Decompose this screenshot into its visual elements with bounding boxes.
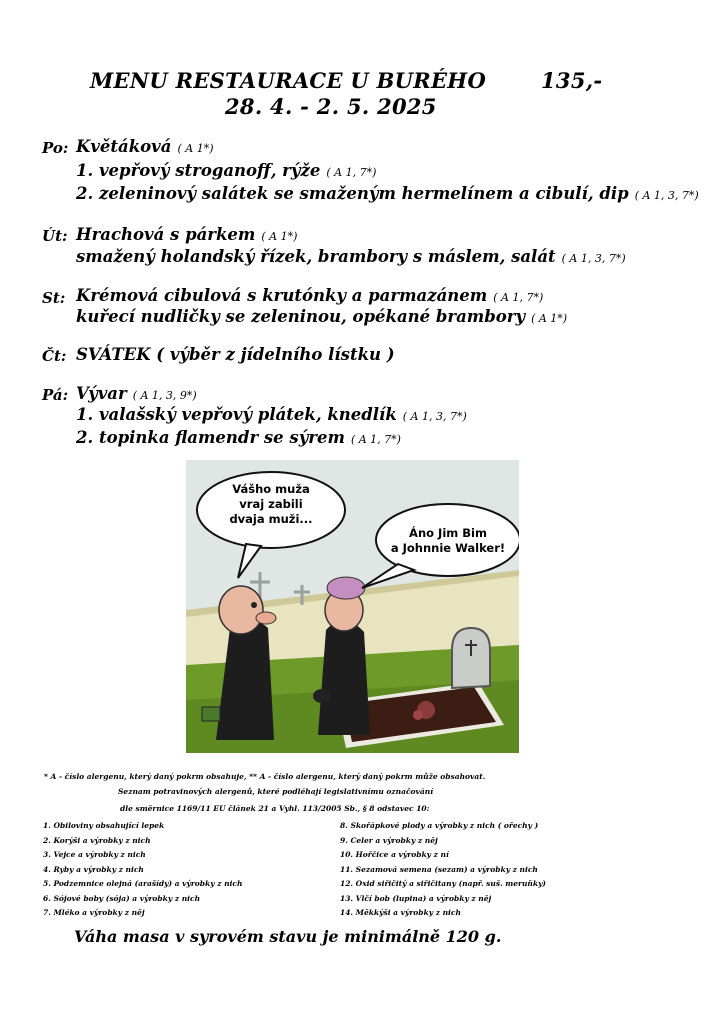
menu-price: 135,-	[541, 68, 603, 93]
dish-name: 1. vepřový stroganoff, rýže	[76, 161, 321, 180]
menu-title: MENU RESTAURACE U BURÉHO	[90, 68, 487, 93]
allergen-item: 3. Vejce a výrobky z nich	[43, 850, 146, 859]
allergen-codes: ( A 1*)	[261, 230, 298, 243]
dish-line	[76, 137, 214, 156]
allergen-codes: ( A 1, 7*)	[350, 433, 401, 446]
allergen-item: 2. Korýši a výrobky z nich	[43, 835, 151, 845]
allergen-codes: ( A 1*)	[177, 142, 214, 155]
allergen-item: 9. Celer a výrobky z něj	[340, 835, 438, 845]
day-label-thursday: Čt:	[42, 347, 67, 365]
bubble-line: Áno Jim Bim	[409, 526, 487, 540]
dish-name: Vývar	[76, 384, 127, 403]
allergen-item: 5. Podzemnice olejná (arašídy) a výrobky z nich	[43, 879, 243, 888]
allergen-item: 14. Měkkýši a výrobky z nich	[340, 908, 461, 917]
dish-name: kuřecí nudličky se zeleninou, opékané brambory	[76, 307, 526, 326]
allergen-list-right	[340, 819, 546, 921]
allergen-codes: ( A 1, 3, 7*)	[402, 410, 467, 423]
speech-bubble-left	[208, 482, 334, 527]
dish-name: 2. topinka flamendr se sýrem	[76, 428, 345, 447]
allergen-item: 4. Ryby a výrobky z nich	[43, 864, 144, 874]
allergen-item: 11. Sezamová semena (sezam) a výrobky z nich	[340, 864, 538, 874]
dish-name: Květáková	[76, 137, 172, 156]
menu-dates: 28. 4. - 2. 5. 2025	[225, 94, 437, 119]
dish-name: SVÁTEK ( výběr z jídelního lístku )	[76, 345, 395, 364]
allergen-codes: ( A 1, 3, 7*)	[634, 189, 699, 202]
allergen-codes: ( A 1, 7*)	[326, 166, 377, 179]
dish-line	[76, 384, 197, 403]
dish-name: 1. valašský vepřový plátek, knedlík	[76, 405, 397, 424]
allergen-item: 12. Oxid siřičitý a siřičitany (např. suš. meruňky)	[340, 879, 546, 888]
dish-line	[76, 247, 626, 266]
dish-name: smažený holandský řízek, brambory s máslem, salát	[76, 247, 556, 266]
allergen-codes: ( A 1, 3, 9*)	[132, 389, 197, 402]
meat-weight-note: Váha masa v syrovém stavu je minimálně 120 g.	[74, 927, 502, 946]
day-label-tuesday: Út:	[42, 227, 68, 245]
dish-line	[76, 225, 297, 244]
dish-line	[76, 428, 401, 447]
dish-line	[76, 307, 567, 326]
allergen-note: * A - číslo alergenu, který daný pokrm obsahuje, ** A - číslo alergenu, který daný pokrm může obsahovat.	[44, 772, 486, 781]
dish-line	[76, 184, 699, 203]
allergen-codes: ( A 1*)	[531, 312, 568, 325]
allergen-list-left	[43, 819, 242, 921]
dish-line	[76, 405, 467, 424]
allergen-codes: ( A 1, 3, 7*)	[561, 252, 626, 265]
dish-name: Hrachová s párkem	[76, 225, 256, 244]
bubble-line: dvaja muži...	[229, 512, 313, 526]
bubble-line: a Johnnie Walker!	[390, 541, 506, 555]
dish-line	[76, 286, 543, 305]
allergen-item: 8. Skořápkové plody a výrobky z nich ( ořechy )	[340, 821, 539, 830]
bubble-line: vraj zabili	[239, 497, 303, 511]
day-label-monday: Po:	[42, 139, 69, 157]
cartoon-image	[186, 460, 519, 753]
allergen-codes: ( A 1, 7*)	[493, 291, 544, 304]
dish-name: Krémová cibulová s krutónky a parmazánem	[76, 286, 488, 305]
allergen-note: Seznam potravinových alergenů, které podléhají legislativnímu označování	[118, 787, 434, 796]
allergen-item: 13. Vlčí bob (lupina) a výrobky z něj	[340, 893, 492, 903]
dish-line	[76, 161, 376, 180]
dish-line	[76, 345, 395, 364]
allergen-item: 6. Sójové boby (sója) a výrobky z nich	[43, 893, 201, 903]
day-label-friday: Pá:	[42, 386, 69, 404]
allergen-item: 1. Obiloviny obsahující lepek	[43, 821, 165, 830]
bubble-line: Vášho muža	[232, 482, 310, 496]
allergen-note: dle směrnice 1169/11 EU článek 21 a Vyhl. 113/2005 Sb., § 8 odstavec 10:	[120, 804, 430, 813]
day-label-wednesday: St:	[42, 289, 66, 307]
allergen-item: 7. Mléko a výrobky z něj	[43, 908, 145, 917]
dish-name: 2. zeleninový salátek se smaženým hermelínem a cibulí, dip	[76, 184, 629, 203]
allergen-item: 10. Hořčice a výrobky z ní	[340, 850, 449, 859]
speech-bubble-right	[382, 526, 514, 556]
